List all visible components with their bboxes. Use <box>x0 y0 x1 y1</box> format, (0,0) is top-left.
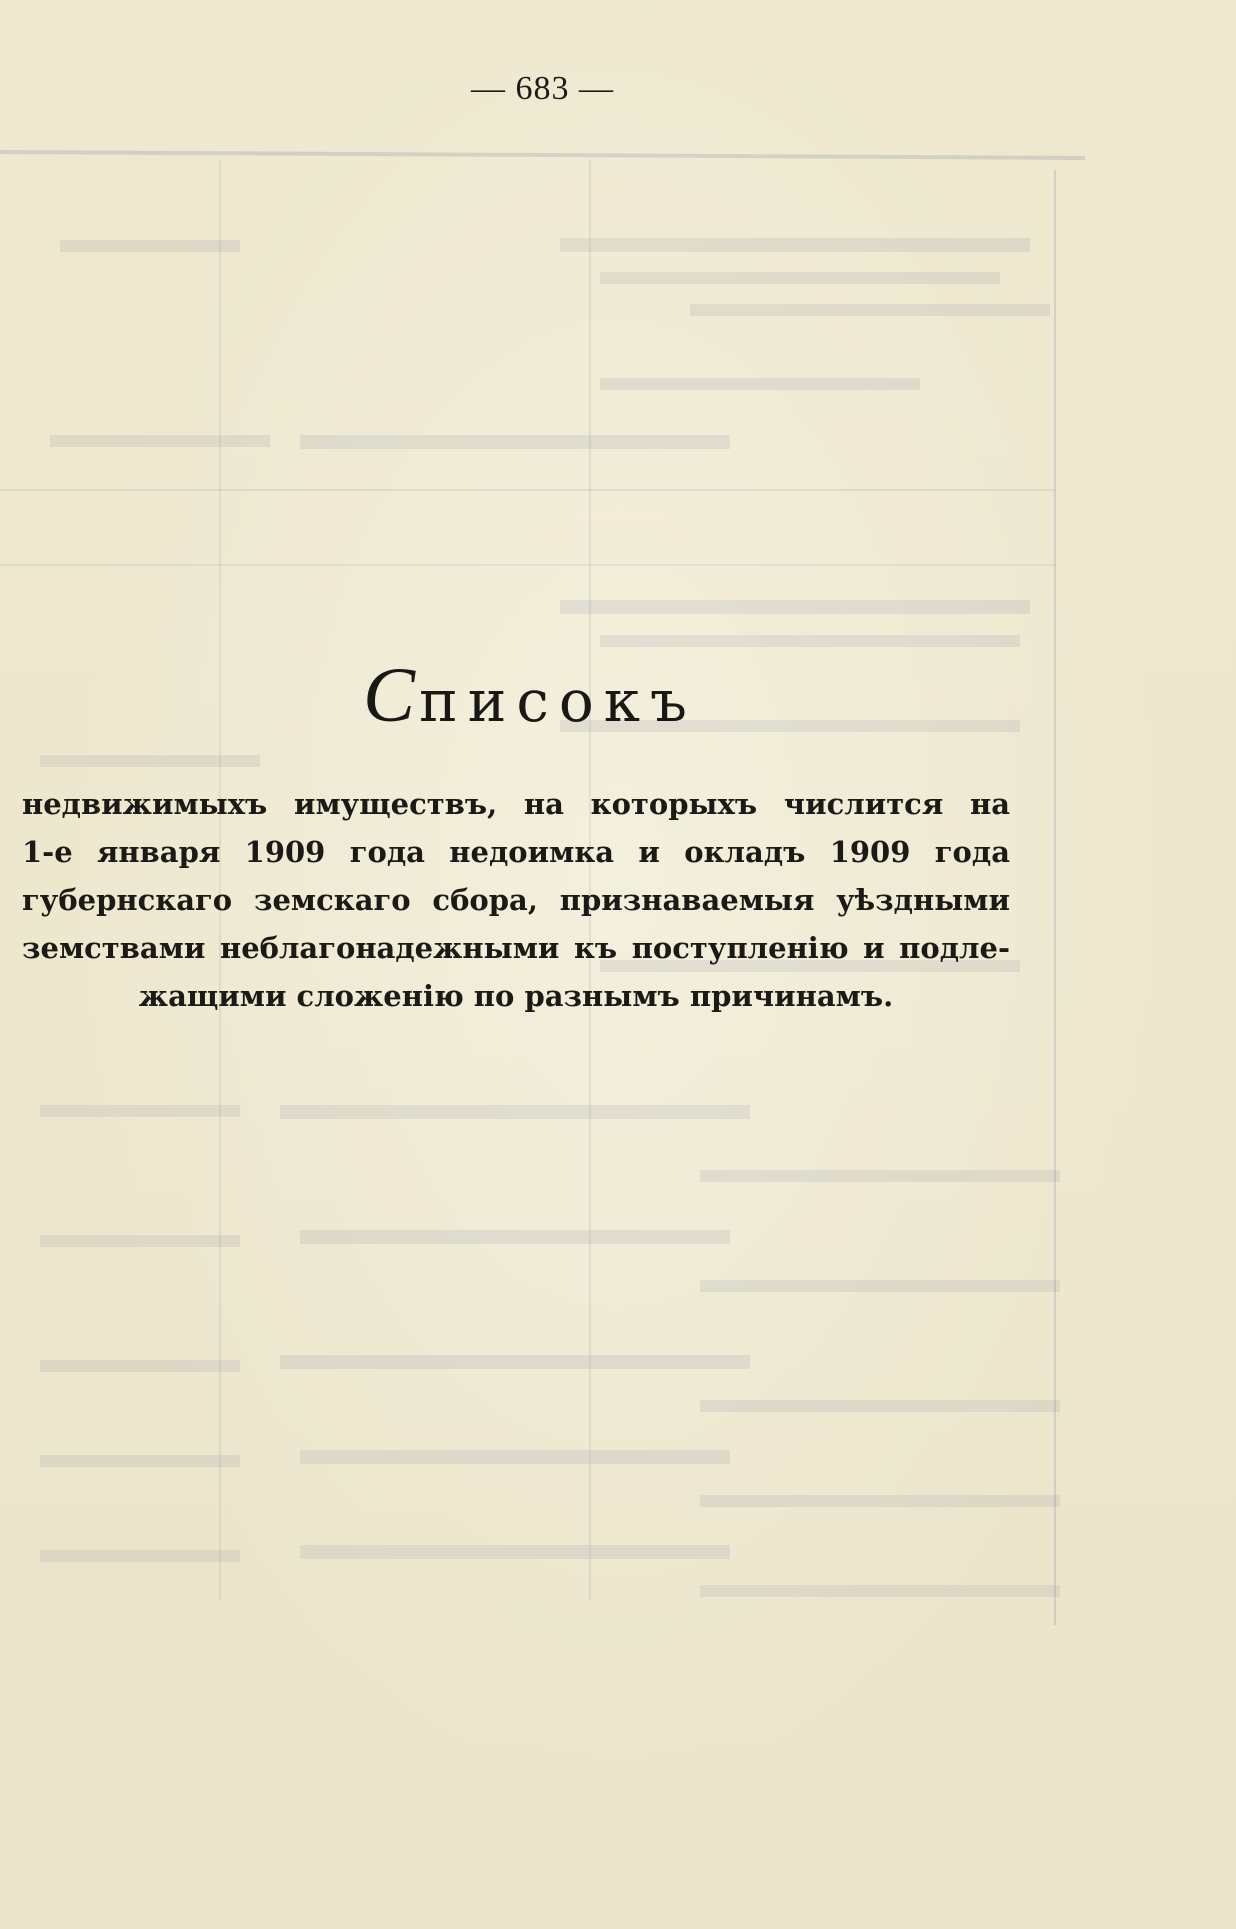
subtitle-line: земствами неблагонадежными къ поступленію и подле- <box>22 931 1010 965</box>
subtitle-line: жащими сложенію по разнымъ причинамъ. <box>138 979 894 1013</box>
page-title <box>0 650 1060 740</box>
subtitle-line: 1-е января 1909 года недоимка и окладъ 1909 года <box>22 835 1010 869</box>
page-number: — 683 — <box>471 70 614 107</box>
title-subtitle-paragraph <box>22 780 1010 1020</box>
subtitle-line: недвижимыхъ имуществъ, на которыхъ числится на <box>22 787 1010 821</box>
title-initial: С <box>363 651 420 738</box>
subtitle-line: губернскаго земскаго сбора, признаваемыя уѣздными <box>22 883 1010 917</box>
title-rest: писокъ <box>419 667 697 735</box>
